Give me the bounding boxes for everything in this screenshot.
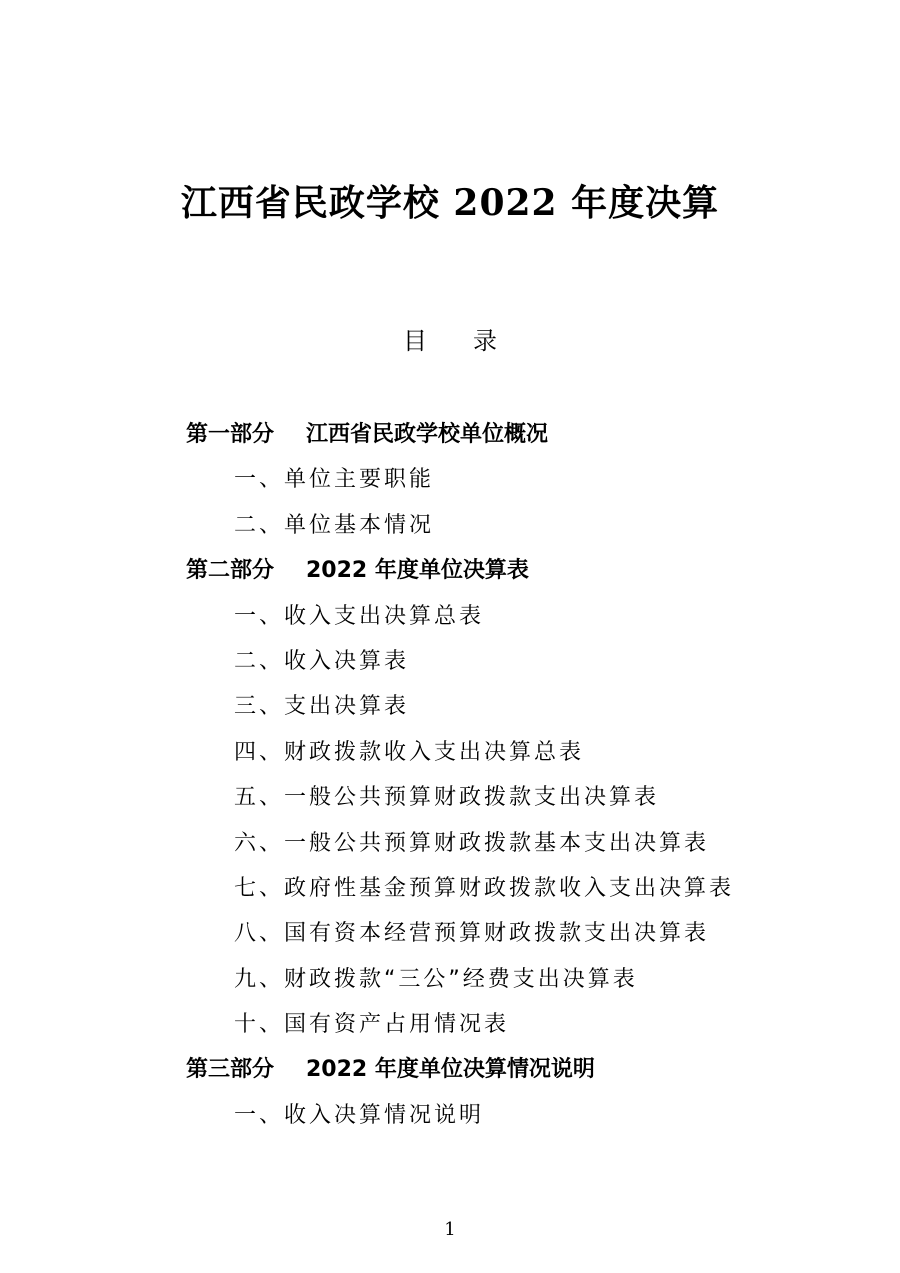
toc-item: 七、政府性基金预算财政拨款收入支出决算表: [234, 875, 735, 901]
toc-part-title: 2022 年度单位决算表: [306, 558, 529, 584]
toc-part-number: 第三部分: [186, 1057, 275, 1083]
toc-heading: 目录: [403, 327, 543, 355]
toc-item: 二、单位基本情况: [234, 512, 435, 538]
toc-item: 六、一般公共预算财政拨款基本支出决算表: [234, 830, 710, 856]
toc-item: 四、财政拨款收入支出决算总表: [234, 739, 585, 765]
toc-part-title: 2022 年度单位决算情况说明: [306, 1057, 595, 1083]
toc-part-number: 第一部分: [186, 422, 275, 447]
toc-part-title: 江西省民政学校单位概况: [306, 422, 549, 447]
toc-item: 五、一般公共预算财政拨款支出决算表: [234, 785, 660, 811]
toc-item: 二、收入决算表: [234, 648, 410, 674]
toc-part-2: [186, 548, 826, 593]
toc-part-1: [186, 412, 826, 457]
toc-part-number: 第二部分: [186, 558, 275, 584]
document-title: 江西省民政学校 2022 年度决算: [180, 182, 720, 224]
page-number: 1: [444, 1219, 456, 1240]
toc-item: 一、收入决算情况说明: [234, 1102, 485, 1128]
toc-item: 一、收入支出决算总表: [234, 603, 485, 629]
toc-item: 八、国有资本经营预算财政拨款支出决算表: [234, 921, 710, 947]
toc-item: 一、单位主要职能: [234, 467, 435, 493]
toc-item: 三、支出决算表: [234, 694, 410, 720]
toc-item: 十、国有资产占用情况表: [234, 1012, 510, 1038]
toc-part-3: [186, 1047, 826, 1092]
table-of-contents: [186, 412, 826, 1138]
toc-item: 九、财政拨款“三公”经费支出决算表: [234, 966, 638, 992]
